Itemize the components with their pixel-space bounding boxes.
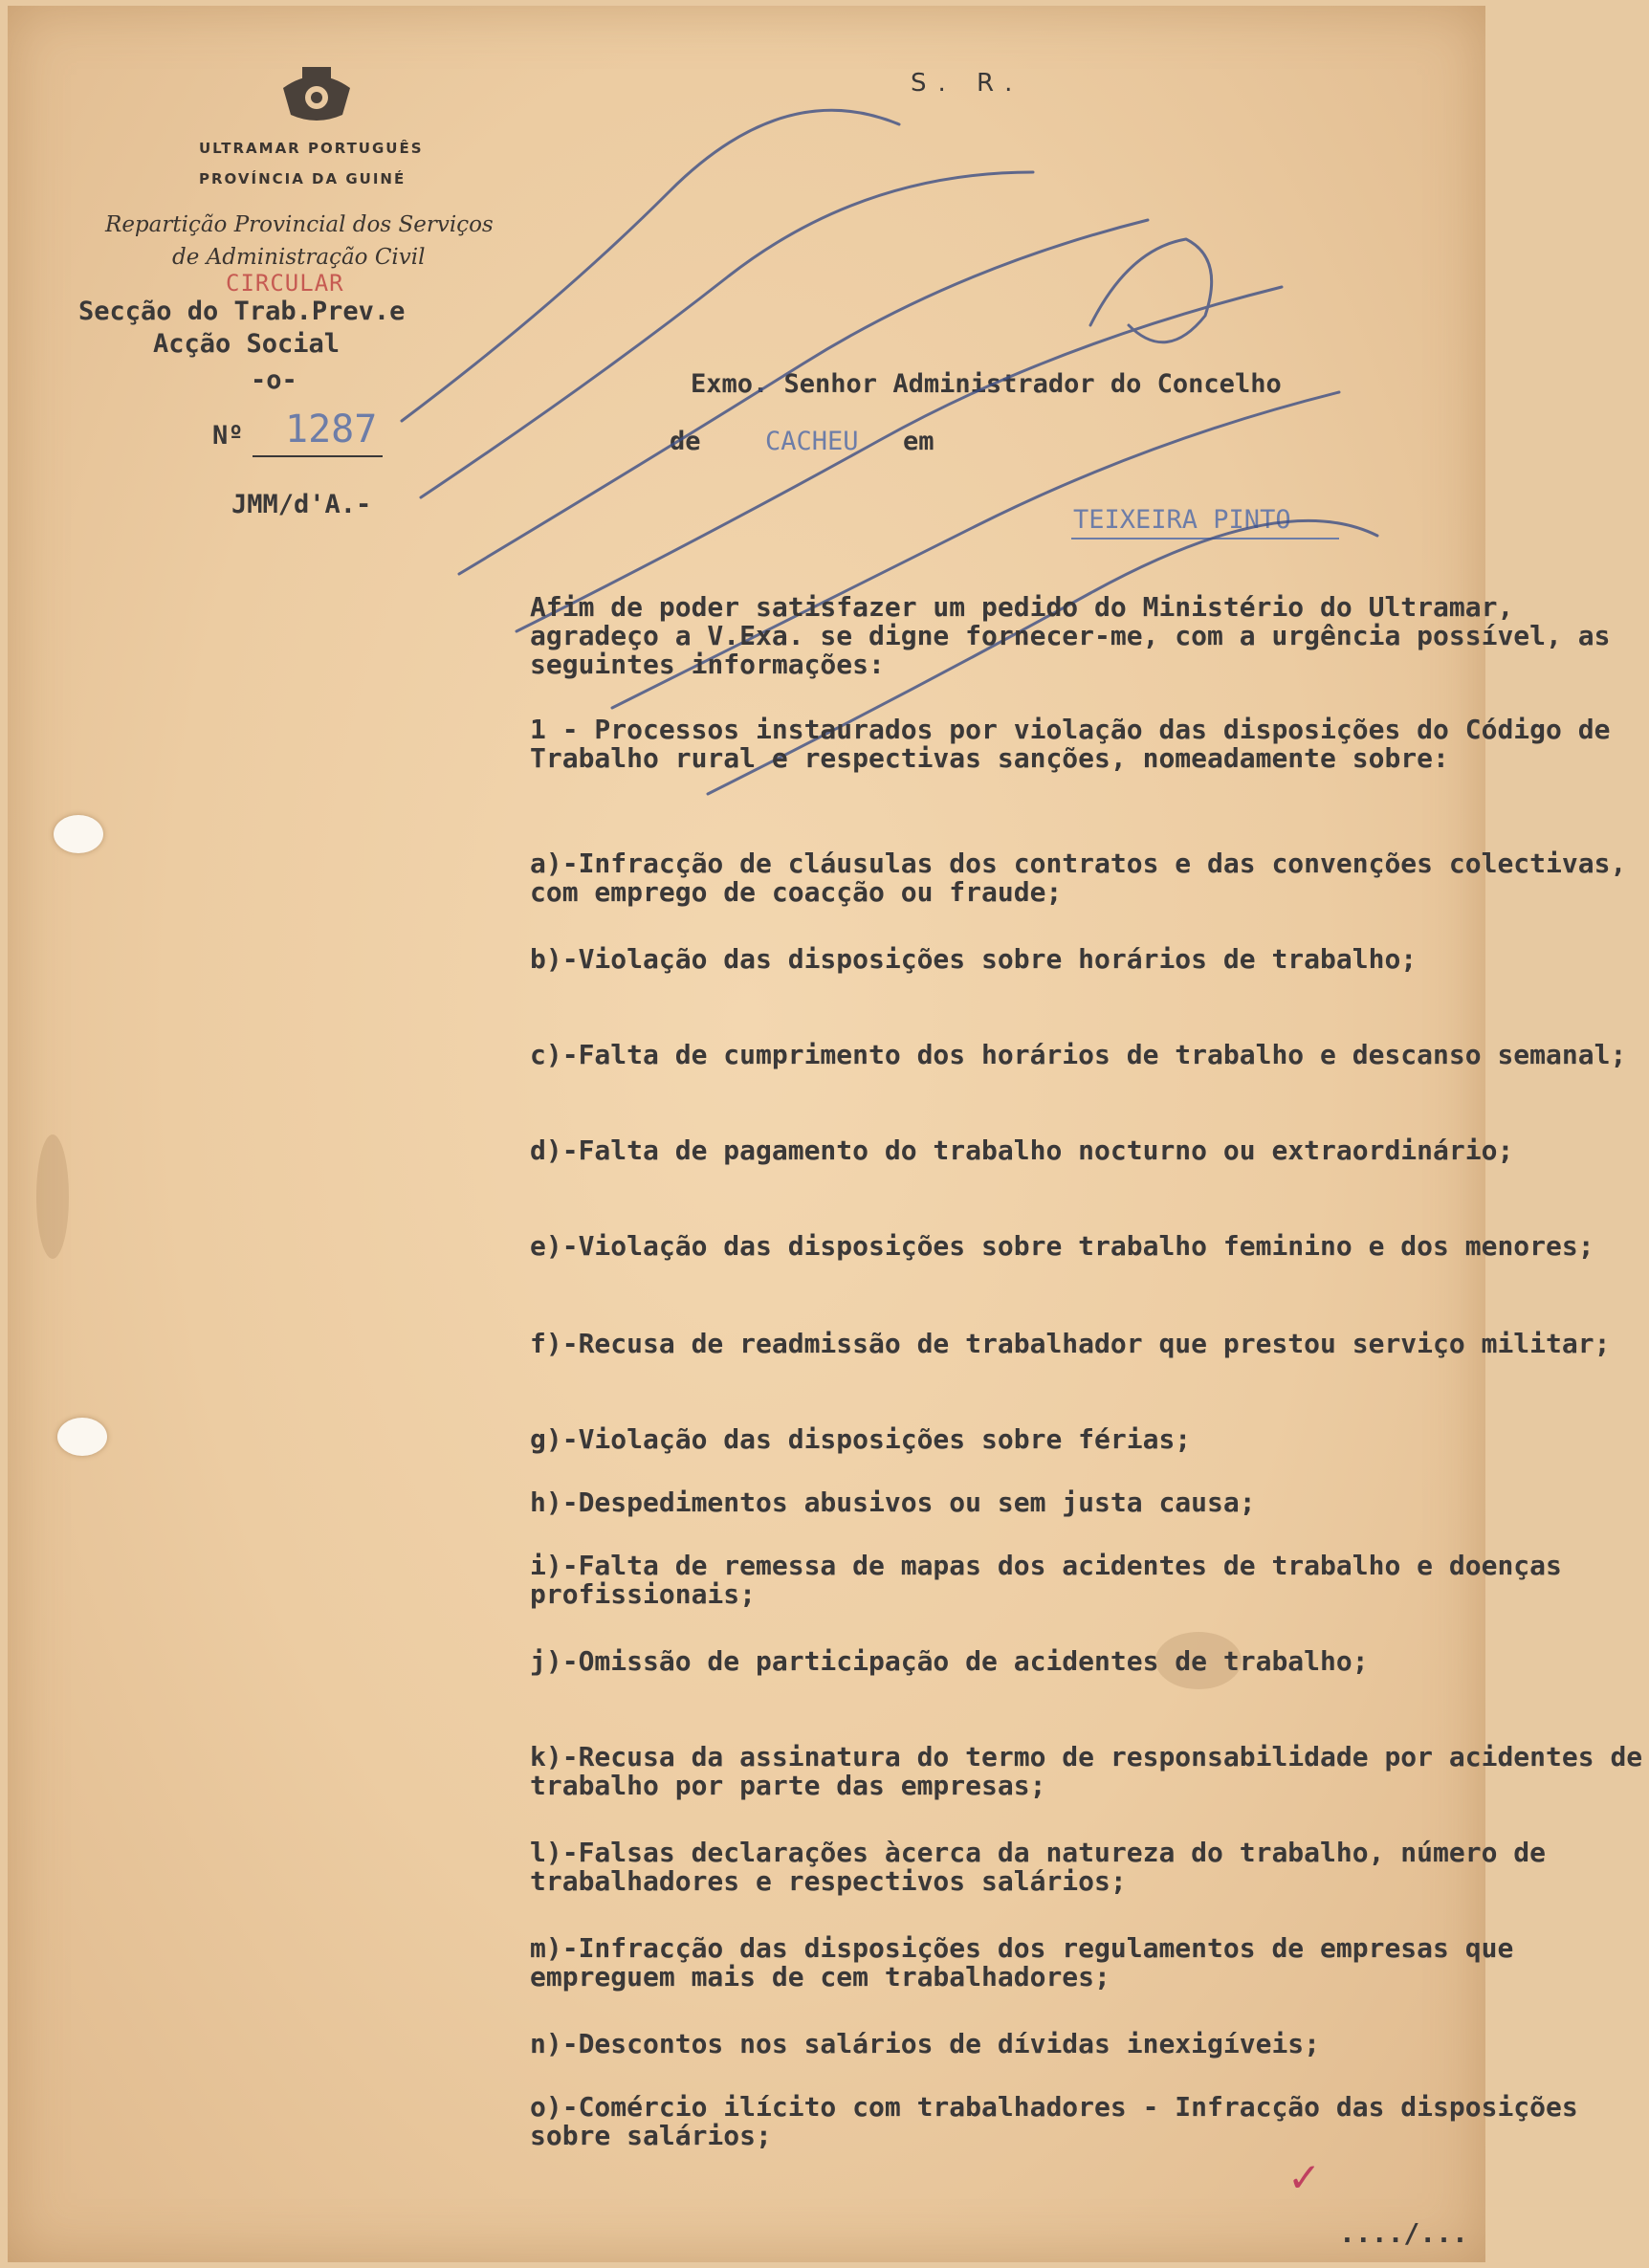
header-office-line2: de Administração Civil <box>172 245 426 270</box>
addressee-em: em <box>903 427 934 456</box>
addressee-city: TEIXEIRA PINTO <box>1073 505 1291 535</box>
circular-stamp: CIRCULAR <box>226 270 344 297</box>
list-item: k)-Recusa da assinatura do termo de responsabilidade por acidentes de trabalho por parte das empresas; <box>530 1741 1643 1801</box>
sr-mark: S. R. <box>911 69 1024 98</box>
list-item: o)-Comércio ilícito com trabalhadores - Infracção das disposições sobre salários; <box>530 2091 1578 2151</box>
list-item: j)-Omissão de participação de acidentes de trabalho; <box>530 1645 1369 1677</box>
initials: JMM/d'A.- <box>231 490 372 519</box>
intro-paragraph: Afim de poder satisfazer um pedido do Ministério do Ultramar, agradeço a V.Exa. se digne fornecer-me, com a urgência possível, as seguintes informações: <box>530 591 1611 680</box>
list-item: b)-Violação das disposições sobre horários de trabalho; <box>530 943 1418 975</box>
section-line1: Secção do Trab.Prev.e <box>78 297 406 326</box>
header-province: PROVÍNCIA DA GUINÉ <box>199 170 407 187</box>
point-1: 1 - Processos instaurados por violação das disposições do Código de Trabalho rural e respectivas sanções, nomeadamente sobre: <box>530 714 1611 774</box>
check-mark-icon: ✓ <box>1287 2154 1322 2201</box>
addressee-place: CACHEU <box>765 427 859 456</box>
list-item: g)-Violação das disposições sobre férias; <box>530 1423 1192 1455</box>
header-country: ULTRAMAR PORTUGUÊS <box>199 140 424 157</box>
list-item: h)-Despedimentos abusivos ou sem justa causa; <box>530 1486 1256 1518</box>
section-line2: Acção Social <box>153 329 341 359</box>
stain <box>36 1134 69 1259</box>
list-item: l)-Falsas declarações àcerca da natureza do trabalho, número de trabalhadores e respectivos salários; <box>530 1837 1547 1897</box>
coat-of-arms-icon <box>274 59 360 126</box>
punch-hole <box>57 1418 107 1456</box>
list-item: c)-Falta de cumprimento dos horários de trabalho e descanso semanal; <box>530 1039 1627 1070</box>
list-item: d)-Falta de pagamento do trabalho nocturno ou extraordinário; <box>530 1134 1514 1166</box>
punch-hole <box>54 815 103 853</box>
list-item: e)-Violação das disposições sobre trabalho feminino e dos menores; <box>530 1230 1594 1262</box>
separator: -o- <box>251 365 297 395</box>
header-office-line1: Repartição Provincial dos Serviços <box>105 212 494 237</box>
continuation-mark: ..../... <box>1339 2217 1468 2249</box>
number-label: Nº <box>212 421 244 451</box>
list-item: a)-Infracção de cláusulas dos contratos e das convenções colectivas, com emprego de coacção ou fraude; <box>530 848 1627 908</box>
number-value: 1287 <box>285 407 378 451</box>
list-item: m)-Infracção das disposições dos regulamentos de empresas que empreguem mais de cem trabalhadores; <box>530 1932 1514 1993</box>
addressee-de: de <box>670 427 701 456</box>
addressee-line1: Exmo. Senhor Administrador do Concelho <box>691 369 1282 399</box>
list-item: f)-Recusa de readmissão de trabalhador que prestou serviço militar; <box>530 1328 1611 1359</box>
list-item: n)-Descontos nos salários de dívidas inexigíveis; <box>530 2028 1321 2059</box>
list-item: i)-Falta de remessa de mapas dos acidentes de trabalho e doenças profissionais; <box>530 1550 1562 1610</box>
